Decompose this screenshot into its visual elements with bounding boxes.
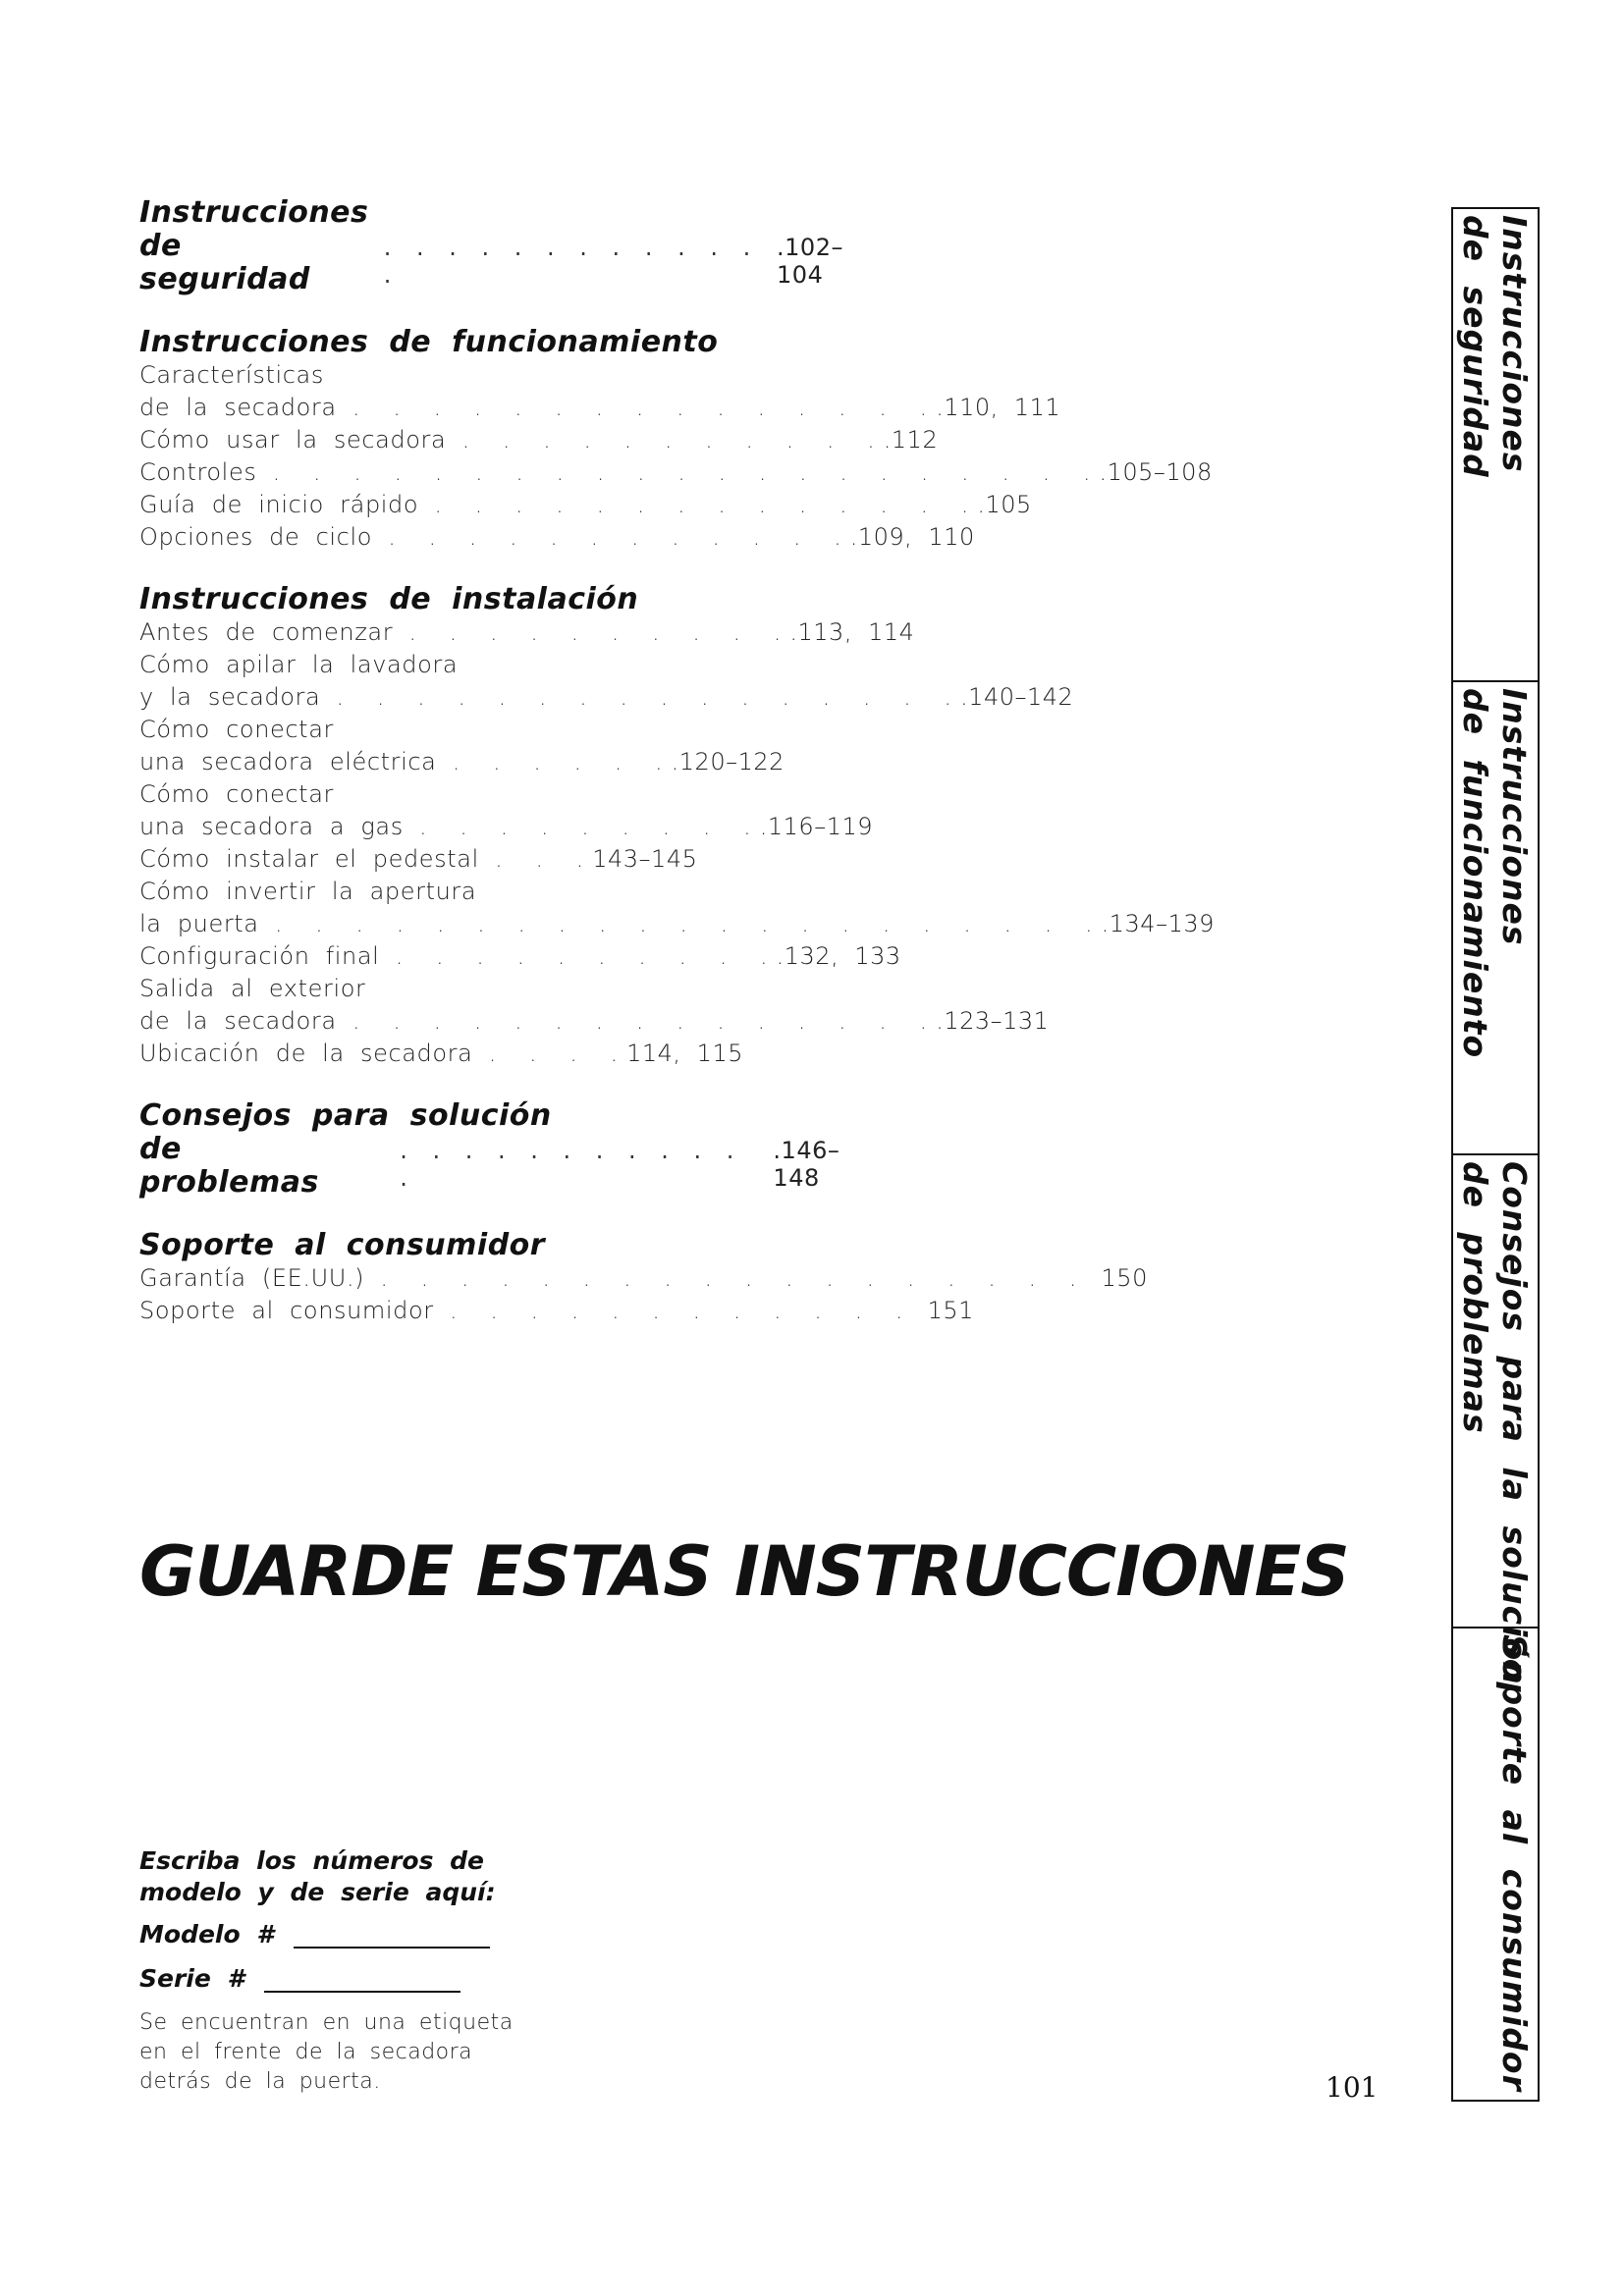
toc-entry[interactable] — [139, 940, 901, 973]
page-reference[interactable]: .113, 114 — [789, 618, 915, 646]
toc-entry[interactable] — [139, 1038, 886, 1070]
toc-entry-text: Características — [139, 361, 324, 389]
toc-entry-text: Cómo conectar — [139, 716, 334, 743]
toc-entry-text: Salida al exterior — [139, 975, 366, 1002]
leader-dots: . . . . . . . . . . . . . . . — [352, 394, 937, 421]
tab-label-line: Consejos para la solución — [1495, 1161, 1534, 1685]
page-reference[interactable]: .105 — [977, 491, 1032, 518]
toc-entry-text: Ubicación de la secadora — [139, 1040, 473, 1067]
page-reference[interactable]: 150 — [1085, 1264, 1148, 1292]
toc-entry[interactable] — [139, 359, 1061, 424]
toc-entry[interactable] — [139, 843, 886, 876]
toc-entry-text: y la secadora — [139, 683, 321, 711]
toc-section-installation — [139, 582, 1215, 1070]
section-tabs — [1451, 207, 1540, 2102]
toc-entry[interactable] — [139, 649, 1074, 714]
toc-entry-text: Cómo instalar el pedestal — [139, 845, 479, 873]
table-of-contents — [139, 195, 1215, 1357]
toc-entry-text: la puerta — [139, 910, 259, 937]
toc-entry-list — [139, 359, 1213, 554]
toc-entry[interactable] — [139, 456, 1213, 489]
toc-section-operating — [139, 325, 1213, 554]
toc-entry[interactable] — [139, 1262, 1148, 1295]
toc-entry-text: de la secadora — [139, 394, 337, 421]
tab-label-line: de funcionamiento — [1456, 688, 1494, 1059]
toc-section-troubleshooting — [139, 1099, 886, 1200]
toc-entry-text: Controles — [139, 458, 257, 486]
leader-dots: . . . . . . . . . . . . — [400, 1137, 743, 1192]
tab-troubleshooting[interactable] — [1453, 1155, 1538, 1685]
tab-safety[interactable] — [1453, 209, 1538, 682]
toc-entry-text: Guía de inicio rápido — [139, 491, 419, 518]
record-intro-line: modelo y de serie aquí: — [139, 1878, 496, 1906]
tab-label-line: Soporte al consumidor — [1495, 1634, 1534, 2092]
leader-dots: . . . . . . . . . . . . — [449, 1297, 912, 1324]
tab-label-line: Instrucciones — [1495, 215, 1534, 473]
toc-entry[interactable] — [139, 778, 886, 843]
model-number-field — [139, 1920, 630, 1949]
record-intro-line: Escriba los números de — [139, 1846, 485, 1875]
leader-dots: . . . . . . . . . . — [408, 618, 790, 646]
toc-entry-text: Cómo conectar — [139, 780, 334, 808]
page-reference[interactable]: .120–122 — [671, 748, 785, 775]
record-note-line: Se encuentran en una etiqueta — [139, 2010, 514, 2035]
page-reference[interactable]: .109, 110 — [849, 523, 975, 551]
record-note-line: en el frente de la secadora — [139, 2040, 473, 2064]
toc-section-title[interactable]: Consejos para solución — [139, 1098, 552, 1133]
model-number-blank — [294, 1923, 490, 1949]
toc-entry[interactable] — [139, 973, 1050, 1038]
toc-entry-text: de la secadora — [139, 1007, 337, 1035]
leader-dots: . . . . . . . . . . — [395, 942, 777, 970]
page-reference[interactable]: 151 — [911, 1297, 974, 1324]
page-reference[interactable]: .110, 111 — [936, 394, 1061, 421]
toc-entry-text: Cómo apilar la lavadora — [139, 651, 459, 678]
page-reference[interactable]: 143–145 — [592, 845, 698, 873]
toc-entry-text: Antes de comenzar — [139, 618, 394, 646]
tab-label-line: de seguridad — [1456, 215, 1494, 478]
tab-label-line: de problemas — [1456, 1161, 1494, 1434]
leader-dots: . . . . . . . . . . . . . . — [434, 491, 978, 518]
toc-entry-text: una secadora a gas — [139, 813, 404, 840]
toc-entry-text: una secadora eléctrica — [139, 748, 437, 775]
serial-number-blank — [264, 1967, 460, 1993]
toc-entry[interactable] — [139, 1295, 974, 1327]
toc-entry[interactable] — [139, 616, 915, 649]
toc-entry-text: Configuración final — [139, 942, 380, 970]
leader-dots: . . . . . . . . . . . . . . . . . . . . . — [272, 458, 1100, 486]
leader-dots: . . . . . . . . . . . . . . . . . . — [380, 1264, 1086, 1292]
toc-section-consumer — [139, 1228, 1148, 1327]
tab-consumer-support[interactable] — [1453, 1629, 1538, 2102]
toc-entry-text: Opciones de ciclo — [139, 523, 373, 551]
page-reference[interactable]: .132, 133 — [776, 942, 901, 970]
toc-entry[interactable] — [139, 714, 886, 778]
record-note — [139, 2008, 630, 2097]
tab-operating[interactable] — [1453, 682, 1538, 1155]
leader-dots: . . . . . . . . . — [419, 813, 760, 840]
toc-entry-text: Cómo usar la secadora — [139, 426, 447, 454]
leader-dots: . . . . . . . . . . . . . . . . — [336, 683, 961, 711]
leader-dots: . . . . — [488, 1040, 627, 1067]
model-number-label: Modelo # — [139, 1920, 274, 1949]
page-reference[interactable]: .134–139 — [1101, 910, 1215, 937]
toc-section-title[interactable]: Soporte al consumidor — [139, 1228, 546, 1262]
page-reference[interactable]: .102–104 — [777, 234, 843, 289]
page-reference[interactable]: 114, 115 — [626, 1040, 743, 1067]
model-serial-record — [139, 1845, 630, 2097]
serial-number-label: Serie # — [139, 1964, 244, 1993]
toc-entry[interactable] — [139, 876, 1215, 940]
toc-entry-text: Cómo invertir la apertura — [139, 878, 477, 905]
toc-entry[interactable] — [139, 521, 975, 554]
toc-section-title[interactable]: Instrucciones de instalación — [139, 582, 639, 616]
page-reference[interactable]: .105–108 — [1099, 458, 1213, 486]
toc-section-title-cont[interactable]: de seguridad — [139, 229, 310, 296]
toc-section-safety — [139, 196, 886, 296]
leader-dots: . . . — [495, 845, 593, 873]
page-reference[interactable]: .140–142 — [960, 683, 1074, 711]
page-reference[interactable]: .112 — [883, 426, 939, 454]
leader-dots: . . . . . . . . . . . . . — [383, 234, 760, 289]
toc-entry-list — [139, 1262, 1148, 1327]
toc-section-title[interactable]: Instrucciones — [139, 195, 369, 230]
page-reference[interactable]: .116–119 — [759, 813, 873, 840]
toc-section-title-cont[interactable]: de problemas — [139, 1132, 319, 1200]
page-reference[interactable]: .146–148 — [773, 1137, 840, 1192]
page-reference[interactable]: .123–131 — [936, 1007, 1050, 1035]
save-instructions-heading: GUARDE ESTAS INSTRUCCIONES — [139, 1531, 1349, 1612]
toc-entry[interactable] — [139, 489, 1032, 521]
tab-label-line: Instrucciones — [1495, 688, 1534, 946]
toc-section-title[interactable]: Instrucciones de funcionamiento — [139, 325, 719, 359]
leader-dots: . . . . . . . . . . . . . . . — [352, 1007, 937, 1035]
toc-entry-text: Garantía (EE.UU.) — [139, 1264, 365, 1292]
leader-dots: . . . . . . . . . . . — [461, 426, 884, 454]
leader-dots: . . . . . . . . . . . . . . . . . . . . . — [274, 910, 1102, 937]
toc-entry-list — [139, 616, 1215, 1070]
leader-dots: . . . . . . — [452, 748, 672, 775]
leader-dots: . . . . . . . . . . . . — [388, 523, 850, 551]
toc-entry-text: Soporte al consumidor — [139, 1297, 434, 1324]
page-number: 101 — [1326, 2071, 1379, 2104]
serial-number-field — [139, 1964, 630, 1993]
record-note-line: detrás de la puerta. — [139, 2069, 381, 2094]
toc-entry[interactable] — [139, 424, 939, 456]
